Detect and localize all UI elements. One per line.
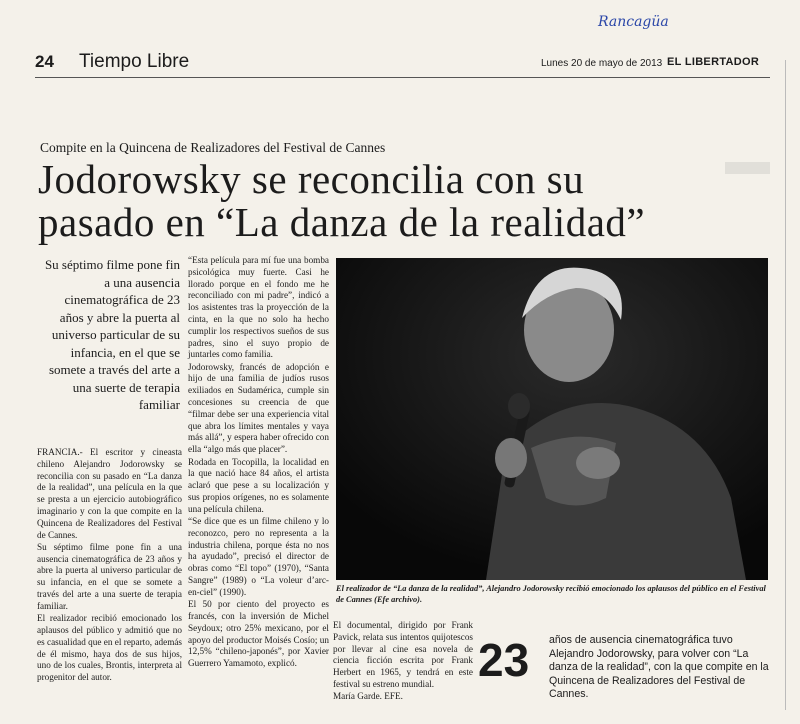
header-rule [35, 77, 770, 78]
handwritten-note: Rancagüa [598, 14, 669, 30]
paragraph: El 50 por ciento del proyecto es francés, con la inversión de Michel Seydoux; otro 25% mexicano, por el apoyo del productor Moisés Cosío; un 12,5% “chileno-japonés”, por Xavier Guerrero Yamamoto, explicó. [188, 599, 329, 669]
paragraph: FRANCIA.- El escritor y cineasta chileno Alejandro Jodorowsky se reconcilia con su pasado en “La danza de la realidad”, una película en la que se presta a un ejercicio autobiográfico imaginario y con la que compite en la Quincena de Realizadores del Festival de Cannes. [37, 447, 182, 540]
byline: María Garde. EFE. [333, 691, 403, 702]
callout-number: 23 [478, 634, 530, 686]
photo-caption: El realizador de “La danza de la realidad”, Alejandro Jodorowsky recibió emocionado los aplausos del público en el Festival de Cannes (Efe archivo). [336, 584, 766, 604]
microphone-head [508, 393, 530, 419]
paragraph: Rodada en Tocopilla, la localidad en la que nació hace 84 años, el artista aclaró que pese a su localización y sus propios orígenes, no es solamente una película chilena. [188, 456, 329, 514]
headline-line-1: Jodorowsky se reconcilia con su [38, 156, 585, 202]
paragraph: “Esta película para mí fue una bomba psicológica muy fuerte. Casi he llorado porque en el fondo me he reconciliado con mi padre”, indicó a los asistentes tras la proyección de la cinta, en la que no solo ha hecho cumplir los respectivos sueños de sus padres, sino el suyo propio de juntarles como familia. [188, 255, 329, 360]
paragraph: El realizador recibió emocionado los aplausos del público y admitió que no es casualidad que en el reparto, además de él mismo, haya dos de sus hijos, uno de los cuales, Brontis, interpreta al progenitor del autor. [37, 613, 182, 683]
article-column-1 [37, 447, 182, 684]
paragraph: Su séptimo filme pone fin a una ausencia cinematográfica de 23 años y abre la puerta al universo particular de su infancia, en el que se somete a través del arte a una suerte de terapia familiar. [37, 541, 182, 611]
page-edge-line [785, 60, 786, 710]
photo-illustration [336, 258, 768, 580]
issue-date: Lunes 20 de mayo de 2013 [541, 58, 663, 69]
section-title: Tiempo Libre [79, 51, 190, 72]
article-column-3 [333, 620, 473, 704]
person-hand [576, 447, 620, 479]
article-column-2 [188, 255, 329, 670]
page-header [35, 50, 770, 76]
paragraph: “Se dice que es un filme chileno y lo reconozco, pero no representa a la industria chilena, porque ésta no nos ha ayudado”, precisó el director de obras como “El topo” (1970), “Santa Sangre” (1989) o “La voleur d’arc-en-ciel” (1990). [188, 516, 329, 597]
paragraph: Jodorowsky, francés de adopción e hijo de una familia de judíos rusos exiliados en Sudamérica, cumple sin concesiones su creencia de que “filmar debe ser una experiencia vital que abra los límites mentales y vaya más allá”, y espera haber ofrecido con ella “algo más que placer”. [188, 361, 329, 455]
article-kicker: Compite en la Quincena de Realizadores del Festival de Cannes [40, 140, 386, 155]
callout-text: años de ausencia cinematográfica tuvo Alejandro Jodorowsky, para volver con “La danza de la realidad”, con la que compite en la Quincena de Realizadores del Festival de Cannes. [549, 634, 769, 700]
article-deck: Su séptimo filme pone fin a una ausencia cinematográfica de 23 años y abre la puerta al universo particular de su infancia, en el que se somete a través del arte a una suerte de terapia familiar [44, 257, 180, 412]
headline-line-2: pasado en “La danza de la realidad” [38, 199, 646, 245]
article-photo [336, 258, 768, 580]
person-hand-holding-mic [495, 438, 527, 478]
newspaper-logo: EL LIBERTADOR [667, 56, 760, 68]
paragraph: El documental, dirigido por Frank Pavick, relata sus intentos quijotescos por llevar al cine esa novela de ciencia ficción escrita por Frank Herbert en 1965, y tendrá en este festival su estreno mundial. [333, 620, 473, 689]
page-number: 24 [35, 52, 54, 71]
article-headline [38, 158, 778, 244]
